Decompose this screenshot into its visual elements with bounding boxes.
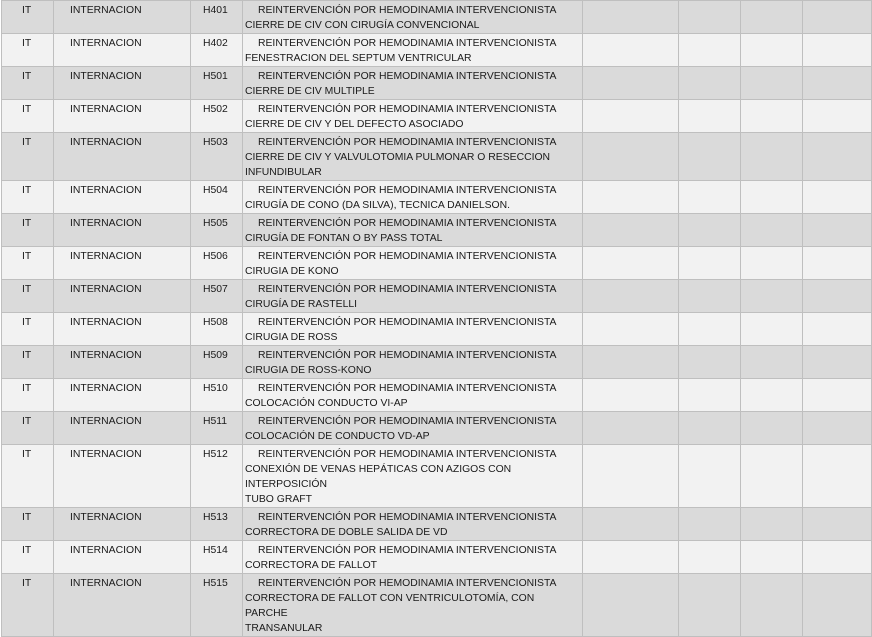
empty-cell <box>741 247 803 280</box>
description-cell <box>243 214 583 247</box>
empty-cell <box>741 34 803 67</box>
empty-cell <box>679 508 741 541</box>
table-row <box>2 247 872 280</box>
area-cell: INTERNACION <box>54 133 191 181</box>
description-cell <box>243 34 583 67</box>
area-cell: INTERNACION <box>54 412 191 445</box>
description-line: REINTERVENCIÓN POR HEMODINAMIA INTERVENCIONISTA <box>258 383 557 394</box>
table-row <box>2 133 872 181</box>
table-row <box>2 280 872 313</box>
empty-cell <box>803 67 872 100</box>
empty-cell <box>583 1 679 34</box>
description-line: REINTERVENCIÓN POR HEMODINAMIA INTERVENCIONISTA <box>258 218 557 229</box>
empty-cell <box>803 379 872 412</box>
table-row <box>2 1 872 34</box>
empty-cell <box>679 1 741 34</box>
empty-cell <box>679 346 741 379</box>
area-cell: INTERNACION <box>54 214 191 247</box>
empty-cell <box>741 379 803 412</box>
description-line: REINTERVENCIÓN POR HEMODINAMIA INTERVENCIONISTA <box>258 251 557 262</box>
description-line: REINTERVENCIÓN POR HEMODINAMIA INTERVENCIONISTA <box>258 449 557 460</box>
empty-cell <box>741 1 803 34</box>
empty-cell <box>679 412 741 445</box>
code-cell: H402 <box>191 34 243 67</box>
description-line: REINTERVENCIÓN POR HEMODINAMIA INTERVENCIONISTA <box>258 5 557 16</box>
area-cell: INTERNACION <box>54 379 191 412</box>
description-line: COLOCACIÓN DE CONDUCTO VD-AP <box>245 431 430 442</box>
empty-cell <box>803 508 872 541</box>
empty-cell <box>583 412 679 445</box>
description-cell <box>243 67 583 100</box>
empty-cell <box>679 379 741 412</box>
code-cell: H511 <box>191 412 243 445</box>
code-cell: H509 <box>191 346 243 379</box>
type-cell: IT <box>2 247 54 280</box>
empty-cell <box>741 346 803 379</box>
description-line: REINTERVENCIÓN POR HEMODINAMIA INTERVENCIONISTA <box>258 38 557 49</box>
description-line: TUBO GRAFT <box>245 494 312 505</box>
table-row <box>2 508 872 541</box>
code-cell: H506 <box>191 247 243 280</box>
area-cell: INTERNACION <box>54 181 191 214</box>
description-line: CIRUGIA DE KONO <box>245 266 339 277</box>
empty-cell <box>803 34 872 67</box>
table-row <box>2 445 872 508</box>
empty-cell <box>583 541 679 574</box>
empty-cell <box>803 313 872 346</box>
description-cell <box>243 346 583 379</box>
type-cell: IT <box>2 313 54 346</box>
table-row <box>2 412 872 445</box>
area-cell: INTERNACION <box>54 508 191 541</box>
description-cell <box>243 247 583 280</box>
table-row <box>2 181 872 214</box>
code-cell: H510 <box>191 379 243 412</box>
type-cell: IT <box>2 508 54 541</box>
empty-cell <box>679 67 741 100</box>
area-cell: INTERNACION <box>54 100 191 133</box>
empty-cell <box>583 508 679 541</box>
empty-cell <box>741 412 803 445</box>
description-cell <box>243 100 583 133</box>
description-cell <box>243 574 583 637</box>
code-cell: H507 <box>191 280 243 313</box>
empty-cell <box>583 67 679 100</box>
empty-cell <box>679 541 741 574</box>
empty-cell <box>679 133 741 181</box>
description-cell <box>243 313 583 346</box>
description-line: CORRECTORA DE FALLOT <box>245 560 378 571</box>
type-cell: IT <box>2 412 54 445</box>
description-line: REINTERVENCIÓN POR HEMODINAMIA INTERVENCIONISTA <box>258 284 557 295</box>
empty-cell <box>741 313 803 346</box>
description-line: REINTERVENCIÓN POR HEMODINAMIA INTERVENCIONISTA <box>258 317 557 328</box>
empty-cell <box>741 214 803 247</box>
code-cell: H505 <box>191 214 243 247</box>
empty-cell <box>583 133 679 181</box>
area-cell: INTERNACION <box>54 313 191 346</box>
description-line: CIRUGIA DE ROSS <box>245 332 338 343</box>
empty-cell <box>679 181 741 214</box>
empty-cell <box>741 508 803 541</box>
empty-cell <box>679 445 741 508</box>
type-cell: IT <box>2 34 54 67</box>
code-cell: H503 <box>191 133 243 181</box>
description-cell <box>243 280 583 313</box>
description-cell <box>243 541 583 574</box>
code-cell: H508 <box>191 313 243 346</box>
code-cell: H512 <box>191 445 243 508</box>
empty-cell <box>583 379 679 412</box>
table-row <box>2 313 872 346</box>
empty-cell <box>803 346 872 379</box>
code-cell: H502 <box>191 100 243 133</box>
empty-cell <box>679 100 741 133</box>
table-row <box>2 214 872 247</box>
type-cell: IT <box>2 181 54 214</box>
area-cell: INTERNACION <box>54 247 191 280</box>
description-line: CIERRE DE CIV CON CIRUGÍA CONVENCIONAL <box>245 20 480 31</box>
empty-cell <box>803 133 872 181</box>
empty-cell <box>741 100 803 133</box>
description-line: INFUNDIBULAR <box>245 167 322 178</box>
empty-cell <box>803 412 872 445</box>
empty-cell <box>583 214 679 247</box>
table-row <box>2 574 872 637</box>
empty-cell <box>679 214 741 247</box>
description-line: CONEXIÓN DE VENAS HEPÁTICAS CON AZIGOS CON INTERPOSICIÓN <box>245 464 512 490</box>
table-body <box>2 1 872 637</box>
empty-cell <box>803 541 872 574</box>
empty-cell <box>583 34 679 67</box>
description-cell <box>243 379 583 412</box>
empty-cell <box>741 280 803 313</box>
area-cell: INTERNACION <box>54 445 191 508</box>
empty-cell <box>803 280 872 313</box>
table-row <box>2 100 872 133</box>
description-line: CIERRE DE CIV Y VALVULOTOMIA PULMONAR O RESECCION <box>245 152 551 163</box>
empty-cell <box>583 181 679 214</box>
code-cell: H513 <box>191 508 243 541</box>
empty-cell <box>741 67 803 100</box>
description-cell <box>243 412 583 445</box>
empty-cell <box>583 346 679 379</box>
code-cell: H515 <box>191 574 243 637</box>
empty-cell <box>741 133 803 181</box>
description-line: CIRUGÍA DE CONO (DA SILVA), TECNICA DANIELSON. <box>245 200 511 211</box>
description-line: REINTERVENCIÓN POR HEMODINAMIA INTERVENCIONISTA <box>258 104 557 115</box>
description-line: REINTERVENCIÓN POR HEMODINAMIA INTERVENCIONISTA <box>258 137 557 148</box>
type-cell: IT <box>2 280 54 313</box>
description-line: REINTERVENCIÓN POR HEMODINAMIA INTERVENCIONISTA <box>258 578 557 589</box>
type-cell: IT <box>2 133 54 181</box>
description-cell <box>243 508 583 541</box>
description-line: REINTERVENCIÓN POR HEMODINAMIA INTERVENCIONISTA <box>258 185 557 196</box>
description-cell <box>243 445 583 508</box>
description-line: CIRUGÍA DE FONTAN O BY PASS TOTAL <box>245 233 443 244</box>
type-cell: IT <box>2 445 54 508</box>
empty-cell <box>741 445 803 508</box>
area-cell: INTERNACION <box>54 346 191 379</box>
empty-cell <box>583 100 679 133</box>
code-cell: H501 <box>191 67 243 100</box>
empty-cell <box>803 247 872 280</box>
table-row <box>2 346 872 379</box>
empty-cell <box>803 1 872 34</box>
area-cell: INTERNACION <box>54 67 191 100</box>
table-row <box>2 379 872 412</box>
description-line: CIRUGÍA DE RASTELLI <box>245 299 358 310</box>
empty-cell <box>741 574 803 637</box>
area-cell: INTERNACION <box>54 34 191 67</box>
description-line: FENESTRACION DEL SEPTUM VENTRICULAR <box>245 53 472 64</box>
description-line: REINTERVENCIÓN POR HEMODINAMIA INTERVENCIONISTA <box>258 350 557 361</box>
table-row <box>2 34 872 67</box>
empty-cell <box>741 541 803 574</box>
empty-cell <box>679 247 741 280</box>
empty-cell <box>583 574 679 637</box>
description-cell <box>243 181 583 214</box>
empty-cell <box>679 313 741 346</box>
empty-cell <box>583 280 679 313</box>
description-line: CORRECTORA DE FALLOT CON VENTRICULOTOMÍA, CON PARCHE <box>245 593 535 619</box>
type-cell: IT <box>2 100 54 133</box>
area-cell: INTERNACION <box>54 574 191 637</box>
type-cell: IT <box>2 214 54 247</box>
empty-cell <box>679 280 741 313</box>
procedure-table <box>1 0 872 637</box>
description-line: CIRUGIA DE ROSS-KONO <box>245 365 372 376</box>
type-cell: IT <box>2 379 54 412</box>
empty-cell <box>803 100 872 133</box>
description-line: REINTERVENCIÓN POR HEMODINAMIA INTERVENCIONISTA <box>258 71 557 82</box>
area-cell: INTERNACION <box>54 1 191 34</box>
description-cell <box>243 133 583 181</box>
code-cell: H514 <box>191 541 243 574</box>
area-cell: INTERNACION <box>54 280 191 313</box>
area-cell: INTERNACION <box>54 541 191 574</box>
table-row <box>2 67 872 100</box>
empty-cell <box>583 247 679 280</box>
description-line: COLOCACIÓN CONDUCTO VI-AP <box>245 398 408 409</box>
description-cell <box>243 1 583 34</box>
description-line: REINTERVENCIÓN POR HEMODINAMIA INTERVENCIONISTA <box>258 512 557 523</box>
empty-cell <box>741 181 803 214</box>
code-cell: H401 <box>191 1 243 34</box>
empty-cell <box>679 34 741 67</box>
type-cell: IT <box>2 541 54 574</box>
description-line: CIERRE DE CIV MULTIPLE <box>245 86 375 97</box>
description-line: CORRECTORA DE DOBLE SALIDA DE VD <box>245 527 448 538</box>
description-line: REINTERVENCIÓN POR HEMODINAMIA INTERVENCIONISTA <box>258 416 557 427</box>
empty-cell <box>679 574 741 637</box>
type-cell: IT <box>2 346 54 379</box>
type-cell: IT <box>2 574 54 637</box>
empty-cell <box>803 181 872 214</box>
table-row <box>2 541 872 574</box>
code-cell: H504 <box>191 181 243 214</box>
description-line: REINTERVENCIÓN POR HEMODINAMIA INTERVENCIONISTA <box>258 545 557 556</box>
empty-cell <box>583 445 679 508</box>
empty-cell <box>803 445 872 508</box>
empty-cell <box>803 214 872 247</box>
type-cell: IT <box>2 1 54 34</box>
description-line: CIERRE DE CIV Y DEL DEFECTO ASOCIADO <box>245 119 464 130</box>
empty-cell <box>583 313 679 346</box>
empty-cell <box>803 574 872 637</box>
type-cell: IT <box>2 67 54 100</box>
description-line: TRANSANULAR <box>245 623 323 634</box>
